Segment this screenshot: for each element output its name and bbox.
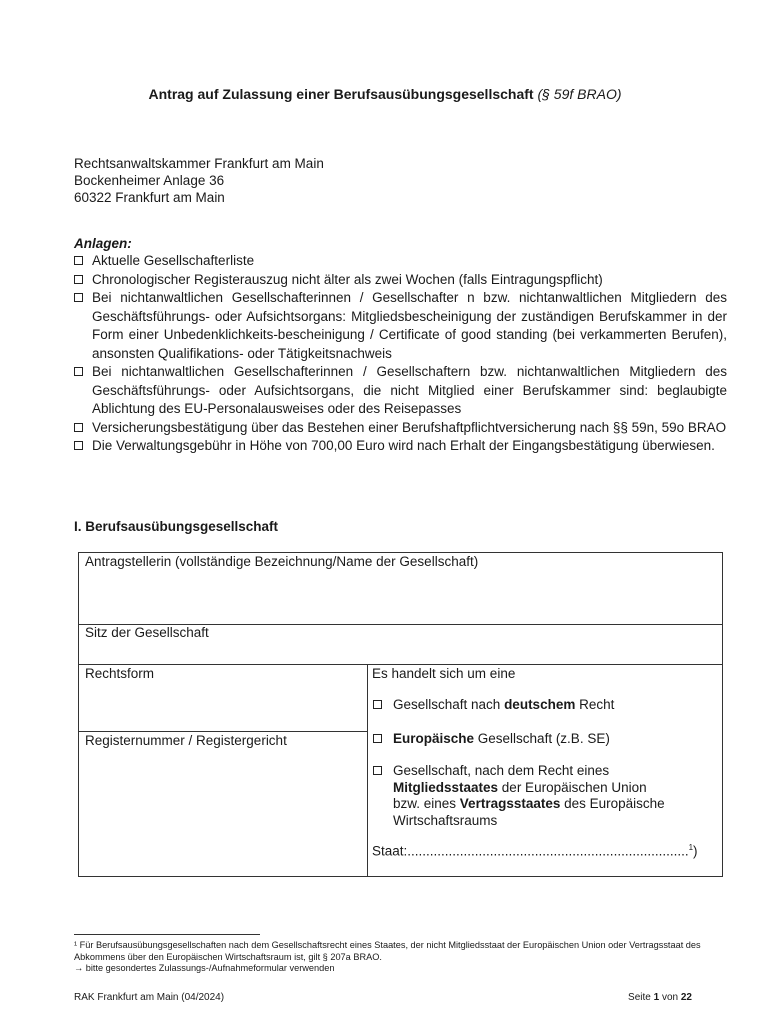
footnote-divider [74,934,260,935]
attachment-checkbox[interactable] [74,275,83,284]
footnote-ref: 1 [688,843,694,852]
company-seat-field[interactable] [85,625,715,640]
address-line-2: Bockenheimer Anlage 36 [74,173,225,188]
attachment-checkbox[interactable] [74,256,83,265]
legal-form-label: Rechtsform [85,666,155,681]
attachment-label: Bei nichtanwaltlichen Gesellschafterinnen / Gesellschaftern bzw. nichtanwaltlichen Mitgliedern des Geschäftsführungs- oder Aufsichtsorgans, die nicht Mitglied einer Berufskammer sind: beglaubigte Ablichtung des EU-Personalausweises oder des Reisepasses [92,364,727,416]
register-number-field[interactable] [85,733,360,748]
option-german-law-checkbox[interactable] [373,700,382,709]
row-divider [79,664,722,665]
company-seat-label: Sitz der Gesellschaft [85,625,209,640]
register-number-label: Registernummer / Registergericht [85,733,287,748]
attachment-item [74,437,727,456]
option-german-law-label: Gesellschaft nach deutschem Recht [393,697,615,712]
attachments-list [74,236,727,456]
footnote-note: → bitte gesondertes Zulassungs-/Aufnahmeformular verwenden [74,963,335,973]
attachment-checkbox[interactable] [74,293,83,302]
company-type-intro: Es handelt sich um eine [372,666,516,681]
attachment-checkbox[interactable] [74,441,83,450]
attachment-item [74,289,727,363]
applicant-name-field[interactable] [85,554,715,569]
state-label: Staat:........................................................................... [372,843,689,859]
attachments-heading: Anlagen: [74,236,132,251]
option-european-company[interactable] [373,731,703,748]
recipient-address [74,155,324,206]
option-european-company-checkbox[interactable] [373,734,382,743]
footnote-text: ¹ Für Berufsausübungsgesellschaften nach dem Gesellschaftsrecht eines Staates, der nicht Mitgliedsstaat der Europäischen Union oder Vertragsstaat des Abkommens über den Europäischen Wirtschaftsraum ist, gilt § 207a BRAO. [74,940,701,962]
footer-issuer: RAK Frankfurt am Main (04/2024) [74,992,225,1003]
option-member-state-label: Gesellschaft, nach dem Recht eines Mitgliedsstaates der Europäischen Union bzw. eines Vertragsstaates des Europäische Wirtschaftsraums [393,763,665,828]
attachment-checkbox[interactable] [74,423,83,432]
attachment-label: Die Verwaltungsgebühr in Höhe von 700,00 Euro wird nach Erhalt der Eingangsbestätigung überwiesen. [92,438,715,453]
attachment-item [74,271,727,290]
option-european-company-label: Europäische Gesellschaft (z.B. SE) [393,731,610,746]
title-main: Antrag auf Zulassung einer Berufsausübungsgesellschaft [148,86,534,102]
address-line-1: Rechtsanwaltskammer Frankfurt am Main [74,156,324,171]
page-number: Seite 1 von 22 [628,992,692,1003]
option-member-state[interactable] [373,763,673,829]
section-heading: I. Berufsausübungsgesellschaft [74,519,279,534]
attachment-item [74,419,727,438]
attachment-label: Aktuelle Gesellschafterliste [92,253,255,268]
option-member-state-checkbox[interactable] [373,766,382,775]
legal-form-field[interactable] [85,666,360,681]
attachment-item [74,363,727,419]
title-law-reference: (§ 59f BRAO) [537,86,622,102]
column-divider [367,664,368,876]
company-form-table [78,552,723,877]
footnote [74,940,727,975]
option-german-law[interactable] [373,697,703,714]
attachment-item [74,252,727,271]
attachment-checkbox[interactable] [74,367,83,376]
applicant-name-label: Antragstellerin (vollständige Bezeichnung/Name der Gesellschaft) [85,554,479,569]
page-title [0,86,770,102]
attachment-label: Bei nichtanwaltlichen Gesellschafterinnen / Gesellschafter n bzw. nichtanwaltlichen Mitgliedern des Geschäftsführungs- oder Aufsichtsorgans: Mitgliedsbescheinigung der zuständigen Berufskammer in der Form einer Unbedenklichkeits-bescheinigung / Certificate of good standing (bei verkammerten Berufen), ansonsten Qualifikations- oder Tätigkeitsnachweis [92,290,727,361]
address-line-3: 60322 Frankfurt am Main [74,190,225,205]
row-divider [79,731,367,732]
attachment-label: Versicherungsbestätigung über das Bestehen einer Berufshaftpflichtversicherung nach §§ 59n, 59o BRAO [92,419,727,435]
state-field[interactable]: Staat:...........................................................................$^1$) [372,843,698,859]
attachment-label: Chronologischer Registerauszug nicht älter als zwei Wochen (falls Eintragungspflicht) [92,271,603,287]
